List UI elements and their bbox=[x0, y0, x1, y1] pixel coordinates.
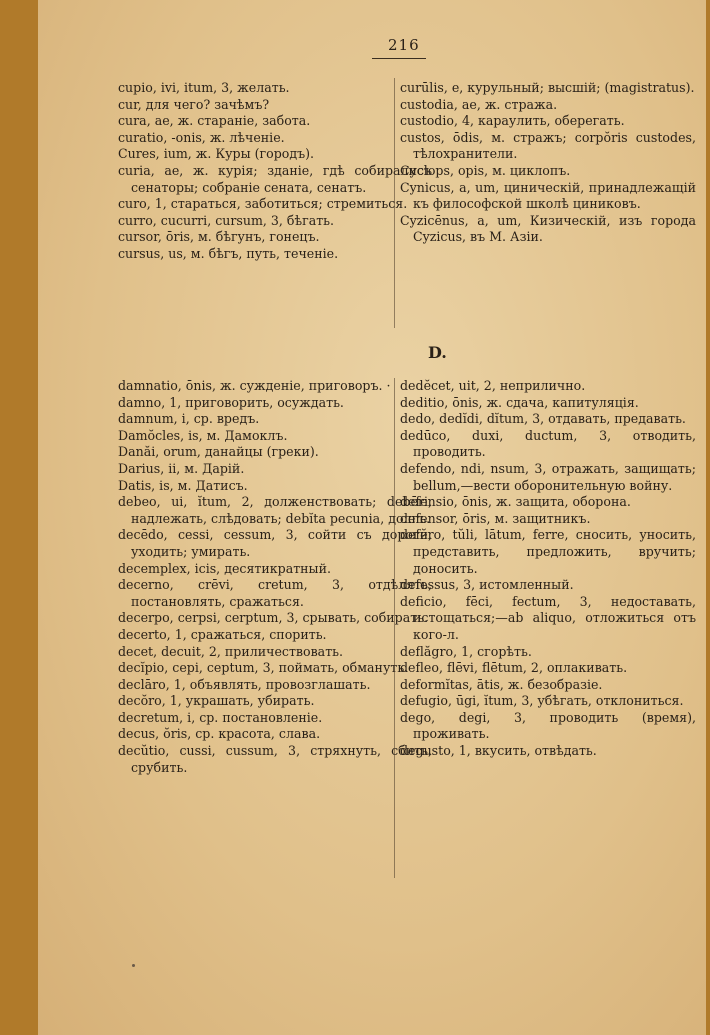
dictionary-entry: decerpo, cerpsi, cerptum, 3, срывать, собирать. bbox=[118, 610, 429, 626]
dictionary-entry: Damŏcles, is, м. Дамоклъ. bbox=[118, 427, 288, 443]
dictionary-entry: dedūco, duxi, ductum, 3, отводить, проводить. bbox=[400, 427, 696, 460]
dictionary-entry: decus, ŏris, ср. красота, слава. bbox=[118, 726, 321, 742]
dictionary-entry: declāro, 1, объявлять, провозглашать. bbox=[118, 676, 371, 692]
dictionary-entry: decĭpio, cepi, ceptum, 3, поймать, обмануть. bbox=[118, 660, 409, 676]
dictionary-page bbox=[38, 0, 706, 1035]
dictionary-entry: decēdo, cessi, cessum, 3, сойти съ дороги, уходить; умирать. bbox=[118, 527, 432, 559]
dictionary-entry: cupio, ivi, itum, 3, желать. bbox=[118, 80, 290, 95]
dictionary-entry: defensio, ōnis, ж. защита, оборона. bbox=[400, 494, 631, 510]
dictionary-entry: dedĕcet, uit, 2, неприлично. bbox=[400, 378, 586, 393]
dictionary-entry: cura, ae, ж. стараніе, забота. bbox=[118, 113, 311, 129]
dictionary-entry: curo, 1, стараться, заботиться; стремиться. bbox=[118, 196, 408, 212]
dictionary-entry: defensor, ōris, м. защитникъ. bbox=[400, 510, 591, 526]
dictionary-entry: custos, ōdis, м. стражъ; corpŏris custodes, тѣлохранители. bbox=[400, 129, 696, 162]
dictionary-entry: cursor, ōris, м. бѣгунъ, гонецъ. bbox=[118, 229, 320, 245]
dictionary-entry: Cyclops, opis, м. циклопъ. bbox=[400, 162, 571, 178]
dictionary-entry: decretum, i, ср. постановленіе. bbox=[118, 709, 323, 725]
dictionary-entry: Datis, is, м. Датисъ. bbox=[118, 477, 248, 493]
dictionary-entry: deficio, fēci, fectum, 3, недоставать, истощаться;—ab aliquo, отложиться отъ кого-л. bbox=[400, 593, 696, 642]
dictionary-entry: Cynicus, a, um, циническій, принадлежащій къ философской школѣ циниковъ. bbox=[400, 179, 696, 212]
section-letter-heading: D. bbox=[428, 343, 447, 362]
dictionary-entry: custodio, 4, караулить, оберегать. bbox=[400, 113, 625, 129]
dictionary-entry: custodia, ae, ж. стража. bbox=[400, 96, 558, 112]
dictionary-entry: defugio, ūgi, ĭtum, 3, убѣгать, отклониться. bbox=[400, 693, 684, 709]
dictionary-entry: dego, degi, 3, проводить (время), проживать. bbox=[400, 709, 696, 742]
dictionary-entry: defendo, ndi, nsum, 3, отражать, защищать; bellum,—вести оборонительную войну. bbox=[400, 460, 696, 493]
page-number-rule bbox=[372, 58, 426, 59]
d-section-left-column bbox=[118, 378, 432, 776]
dictionary-entry: cursus, us, м. бѣгъ, путь, теченіе. bbox=[118, 245, 339, 261]
dictionary-entry: damnum, i, ср. вредъ. bbox=[118, 411, 260, 427]
dictionary-entry: dedo, dedĭdi, dĭtum, 3, отдавать, предавать. bbox=[400, 411, 686, 427]
c-section-right-column bbox=[400, 80, 696, 246]
d-section-right-column bbox=[400, 378, 696, 760]
dictionary-entry: decerto, 1, сражаться, спорить. bbox=[118, 626, 327, 642]
dictionary-entry: curro, cucurri, cursum, 3, бѣгать. bbox=[118, 212, 335, 228]
page-number: 216 bbox=[388, 36, 420, 54]
dictionary-entry: curia, ae, ж. курія; зданіе, гдѣ собиралисъ сенаторы; собраніе сената, сенатъ. bbox=[118, 162, 432, 195]
dictionary-entry: deditio, ōnis, ж. сдача, капитуляція. bbox=[400, 394, 639, 410]
dictionary-entry: decet, decuit, 2, приличествовать. bbox=[118, 643, 344, 659]
dictionary-entry: decerno, crēvi, cretum, 3, отдѣлять, постановлять, сражаться. bbox=[118, 577, 432, 609]
dictionary-entry: curūlis, e, курульный; высшій; (magistratus). bbox=[400, 80, 695, 95]
dictionary-entry: decŏro, 1, украшать, убирать. bbox=[118, 693, 315, 709]
dictionary-entry: degusto, 1, вкусить, отвѣдать. bbox=[400, 743, 597, 759]
dictionary-entry: decŭtio, cussi, cussum, 3, стряхнуть, сбить, срубить. bbox=[118, 743, 432, 775]
ink-speck bbox=[132, 964, 135, 967]
dictionary-entry: Darius, ii, м. Дарій. bbox=[118, 460, 245, 476]
dictionary-entry: deformĭtas, ātis, ж. безобразіе. bbox=[400, 676, 603, 692]
dictionary-entry: deflăgro, 1, сгорѣть. bbox=[400, 643, 532, 659]
dictionary-entry: defleo, flēvi, flētum, 2, оплакивать. bbox=[400, 660, 628, 676]
column-divider bbox=[394, 378, 395, 878]
dictionary-entry: debeo, ui, ĭtum, 2, долженствовать; debēri, надлежать, слѣдовать; debĭta pecunia, долгъ. bbox=[118, 494, 432, 526]
dictionary-entry: decemplex, icis, десятикратный. bbox=[118, 560, 331, 576]
dictionary-entry: Danăi, orum, данайцы (греки). bbox=[118, 444, 319, 460]
c-section-left-column bbox=[118, 80, 432, 263]
dictionary-entry: defĕro, tŭli, lātum, ferre, сносить, уносить, представить, предложить, вручить; доносить. bbox=[400, 527, 696, 576]
dictionary-entry: curatio, -onis, ж. лѣченіе. bbox=[118, 129, 285, 145]
dictionary-entry: cur, для чего? зачѣмъ? bbox=[118, 96, 270, 112]
dictionary-entry: defessus, 3, истомленный. bbox=[400, 577, 574, 593]
dictionary-entry: Cyzicēnus, a, um, Кизическій, изъ города Cyzicus, въ М. Азіи. bbox=[400, 212, 696, 245]
dictionary-entry: damno, 1, приговорить, осуждать. bbox=[118, 394, 344, 410]
dictionary-entry: Cures, ium, ж. Куры (городъ). bbox=[118, 146, 315, 162]
dictionary-entry: damnatio, ōnis, ж. сужденіе, приговоръ. · bbox=[118, 378, 391, 393]
column-divider bbox=[394, 78, 395, 328]
